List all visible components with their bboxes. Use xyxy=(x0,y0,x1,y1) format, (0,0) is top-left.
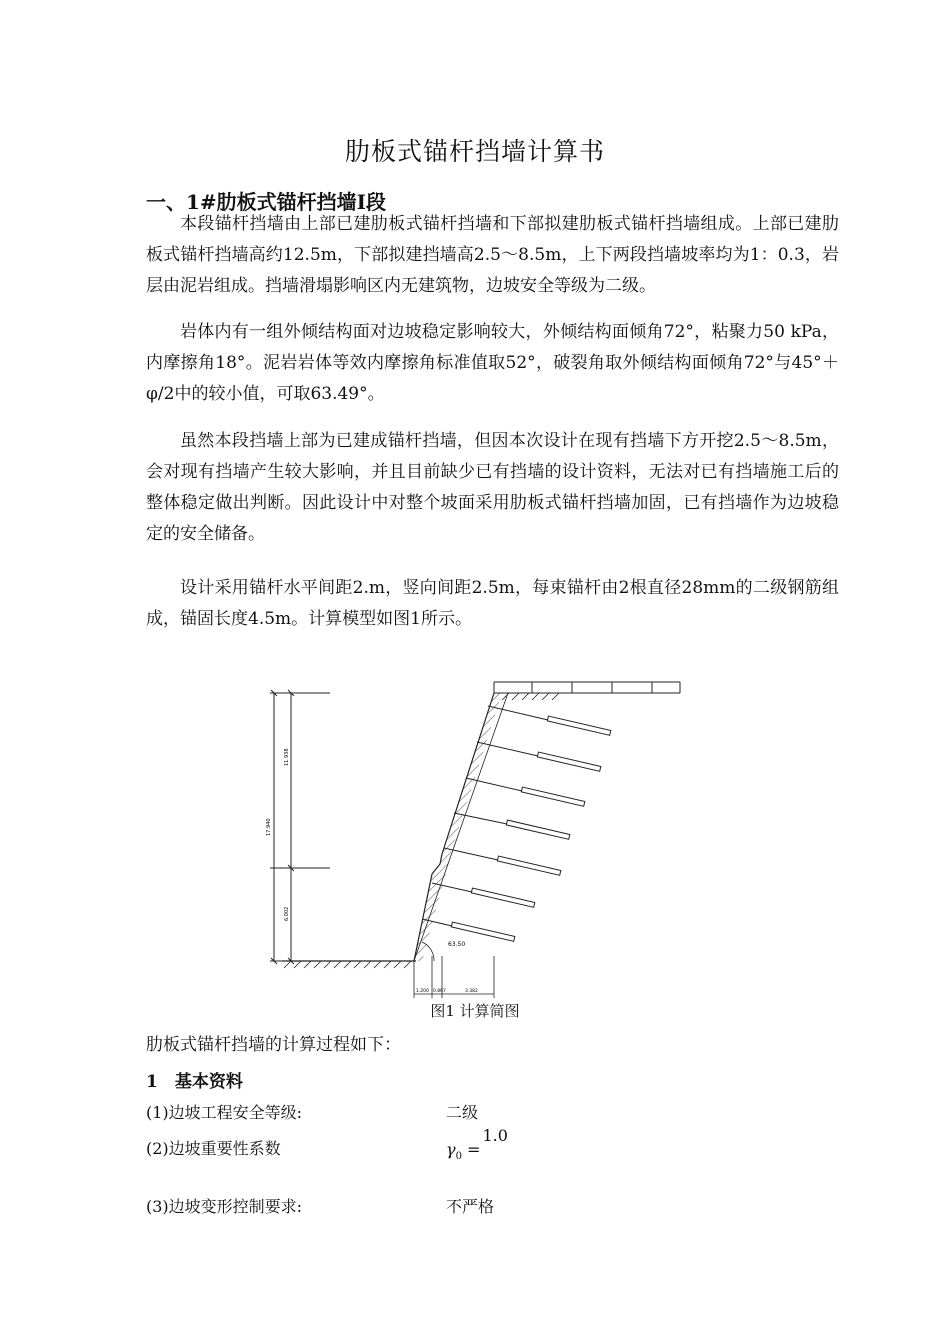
item-label: (3)边坡变形控制要求: xyxy=(146,1197,303,1216)
item-label: (2)边坡重要性系数 xyxy=(146,1139,281,1158)
angle-label: 63.50 xyxy=(448,941,466,948)
gamma-symbol: $\gamma_0$ xyxy=(446,1140,462,1163)
item-importance-factor xyxy=(146,1126,508,1163)
item-value: 不严格 xyxy=(446,1197,495,1216)
ground-hatching xyxy=(284,961,411,968)
item-value: 二级 xyxy=(446,1103,479,1122)
importance-value: 1.0 xyxy=(482,1126,508,1145)
paragraph-1: 本段锚杆挡墙由上部已建肋板式锚杆挡墙和下部拟建肋板式锚杆挡墙组成。上部已建肋板式锚杆挡墙高约12.5m，下部拟建挡墙高2.5～8.5m，上下两段挡墙坡率均为1：0.3，岩层由泥岩组成。挡墙滑塌影响区内无建筑物，边坡安全等级为二级。 xyxy=(146,214,839,296)
item-deformation-control xyxy=(146,1194,495,1217)
section-heading-1: 一、1#肋板式锚杆挡墙Ⅰ段 xyxy=(146,190,387,214)
dim-b1-label: 1.200 xyxy=(416,989,429,994)
section-heading-2: 1 基本资料 xyxy=(146,1072,243,1092)
wall-hatch-area xyxy=(414,693,502,961)
dim-upper-label: 11.938 xyxy=(284,748,290,766)
paragraph-2: 岩体内有一组外倾结构面对边坡稳定影响较大，外倾结构面倾角72°，粘聚力50 kPa，内摩擦角18°。泥岩岩体等效内摩擦角标准值取52°，破裂角取外倾结构面倾角72°与45°＋φ/2中的较小值，可取63.49°。 xyxy=(146,322,839,404)
dim-total-label: 17.940 xyxy=(266,818,272,836)
paragraph-3: 虽然本段挡墙上部为已建成锚杆挡墙，但因本次设计在现有挡墙下方开挖2.5～8.5m，会对现有挡墙产生较大影响，并且目前缺少已有挡墙的设计资料，无法对已有挡墙施工后的整体稳定做出判断。因此设计中对整个坡面采用肋板式锚杆挡墙加固，已有挡墙作为边坡稳定的安全储备。 xyxy=(146,431,839,544)
calculation-diagram xyxy=(262,676,692,1006)
equals-sign: = xyxy=(467,1140,481,1159)
top-load xyxy=(494,682,680,693)
top-hatching xyxy=(502,693,559,700)
dim-b2-label: 0.867 xyxy=(433,989,446,994)
anchor-bolts xyxy=(422,706,611,941)
paragraph-4: 设计采用锚杆水平间距2.m，竖向间距2.5m，每束锚杆由2根直径28mm的二级钢筋组成，锚固长度4.5m。计算模型如图1所示。 xyxy=(146,578,839,629)
left-dimension-lines xyxy=(270,690,330,964)
document-title: 肋板式锚杆挡墙计算书 xyxy=(344,137,605,166)
dim-b3-label: 3.382 xyxy=(465,989,478,994)
item-value xyxy=(446,1126,508,1163)
dim-lower-label: 6.002 xyxy=(284,906,290,921)
figure-caption: 图1 计算简图 xyxy=(430,1002,520,1020)
item-safety-level xyxy=(146,1100,479,1123)
calc-intro: 肋板式锚杆挡墙的计算过程如下： xyxy=(146,1035,401,1055)
item-label: (1)边坡工程安全等级: xyxy=(146,1103,303,1122)
